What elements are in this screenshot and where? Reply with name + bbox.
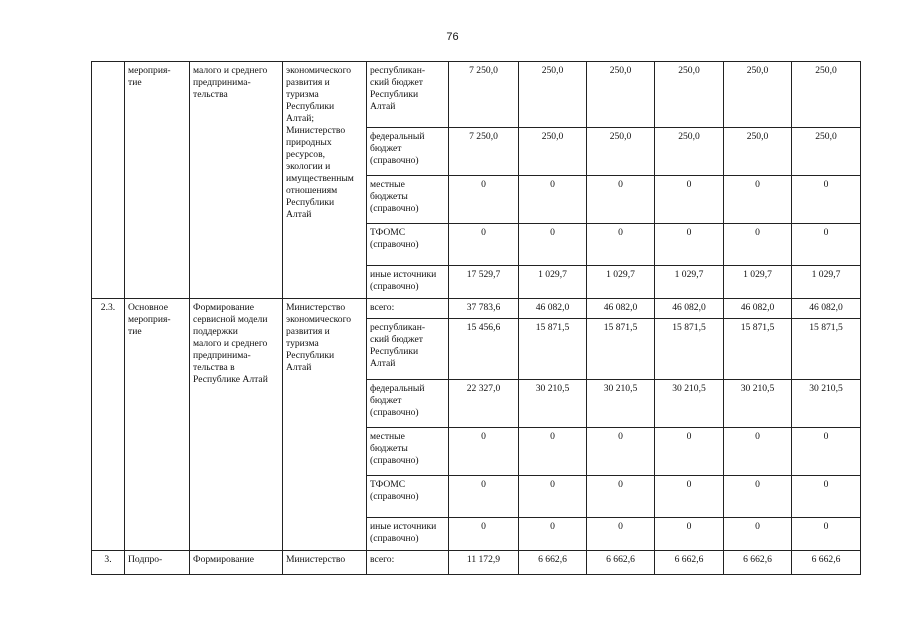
funding-source-label: иные источники (справочно): [367, 266, 449, 299]
amount-cell: 250,0: [587, 62, 655, 128]
amount-cell: 46 082,0: [724, 299, 792, 319]
amount-cell: 1 029,7: [724, 266, 792, 299]
amount-cell: 15 871,5: [792, 319, 861, 380]
amount-cell: 250,0: [655, 128, 724, 176]
amount-cell: 0: [449, 224, 519, 266]
executor-cell: Министерство: [283, 551, 367, 575]
amount-cell: 1 029,7: [792, 266, 861, 299]
measure-name: малого и среднего предпринима- тельства: [190, 62, 283, 299]
funding-source-label: федеральный бюджет (справочно): [367, 380, 449, 428]
amount-cell: 0: [449, 176, 519, 224]
amount-cell: 0: [519, 224, 587, 266]
funding-source-label: местные бюджеты (справочно): [367, 176, 449, 224]
page-number: 76: [446, 31, 459, 43]
amount-cell: 15 871,5: [655, 319, 724, 380]
amount-cell: 6 662,6: [519, 551, 587, 575]
amount-cell: 250,0: [519, 128, 587, 176]
amount-cell: 1 029,7: [587, 266, 655, 299]
amount-cell: 46 082,0: [792, 299, 861, 319]
table-row: [92, 299, 861, 319]
amount-cell: 250,0: [792, 128, 861, 176]
amount-cell: 0: [655, 176, 724, 224]
funding-source-label: иные источники (справочно): [367, 518, 449, 551]
amount-cell: 0: [519, 518, 587, 551]
amount-cell: 6 662,6: [792, 551, 861, 575]
amount-cell: 0: [655, 428, 724, 476]
table-row: [92, 551, 861, 575]
amount-cell: 0: [587, 518, 655, 551]
amount-cell: 0: [724, 476, 792, 518]
funding-source-label: федеральный бюджет (справочно): [367, 128, 449, 176]
amount-cell: 1 029,7: [519, 266, 587, 299]
measure-type: мероприя- тие: [125, 62, 190, 299]
amount-cell: 15 871,5: [519, 319, 587, 380]
amount-cell: 250,0: [724, 62, 792, 128]
amount-cell: 0: [724, 518, 792, 551]
table-row: [92, 62, 861, 128]
amount-cell: 0: [587, 428, 655, 476]
amount-cell: 0: [792, 428, 861, 476]
amount-cell: 0: [587, 476, 655, 518]
executor-cell: Министерство экономического развития и туризма Республики Алтай: [283, 299, 367, 551]
amount-cell: 0: [655, 476, 724, 518]
amount-cell: 0: [655, 224, 724, 266]
amount-cell: 0: [792, 476, 861, 518]
amount-cell: 15 456,6: [449, 319, 519, 380]
amount-cell: 0: [655, 518, 724, 551]
amount-cell: 250,0: [655, 62, 724, 128]
amount-cell: 30 210,5: [655, 380, 724, 428]
amount-cell: 250,0: [587, 128, 655, 176]
amount-cell: 1 029,7: [655, 266, 724, 299]
amount-cell: 30 210,5: [792, 380, 861, 428]
executor-cell: экономического развития и туризма Республики Алтай; Министерство природных ресурсов, экологии и имущественным отношениям Республики Алтай: [283, 62, 367, 299]
amount-cell: 0: [449, 518, 519, 551]
amount-cell: 46 082,0: [519, 299, 587, 319]
funding-source-label: ТФОМС (справочно): [367, 224, 449, 266]
amount-cell: 0: [519, 428, 587, 476]
amount-cell: 7 250,0: [449, 128, 519, 176]
amount-cell: 6 662,6: [587, 551, 655, 575]
table-body: [92, 62, 861, 575]
amount-cell: 7 250,0: [449, 62, 519, 128]
amount-cell: 46 082,0: [655, 299, 724, 319]
amount-cell: 0: [519, 476, 587, 518]
amount-cell: 250,0: [519, 62, 587, 128]
amount-cell: 250,0: [724, 128, 792, 176]
row-number: 3.: [92, 551, 125, 575]
amount-cell: 0: [587, 224, 655, 266]
amount-cell: 22 327,0: [449, 380, 519, 428]
amount-cell: 0: [792, 176, 861, 224]
funding-source-label: ТФОМС (справочно): [367, 476, 449, 518]
amount-cell: 15 871,5: [587, 319, 655, 380]
measure-type: Основное мероприя- тие: [125, 299, 190, 551]
measure-type: Подпро-: [125, 551, 190, 575]
amount-cell: 0: [792, 224, 861, 266]
amount-cell: 0: [587, 176, 655, 224]
funding-source-label: всего:: [367, 299, 449, 319]
amount-cell: 17 529,7: [449, 266, 519, 299]
row-number: 2.3.: [92, 299, 125, 551]
measure-name: Формирование сервисной модели поддержки малого и среднего предпринима- тельства в Республике Алтай: [190, 299, 283, 551]
budget-table: [91, 61, 861, 575]
amount-cell: 46 082,0: [587, 299, 655, 319]
funding-source-label: республикан- ский бюджет Республики Алтай: [367, 319, 449, 380]
amount-cell: 6 662,6: [724, 551, 792, 575]
amount-cell: 30 210,5: [724, 380, 792, 428]
funding-source-label: всего:: [367, 551, 449, 575]
amount-cell: 11 172,9: [449, 551, 519, 575]
amount-cell: 37 783,6: [449, 299, 519, 319]
amount-cell: 30 210,5: [519, 380, 587, 428]
amount-cell: 0: [724, 428, 792, 476]
amount-cell: 15 871,5: [724, 319, 792, 380]
row-number: [92, 62, 125, 299]
amount-cell: 0: [792, 518, 861, 551]
amount-cell: 6 662,6: [655, 551, 724, 575]
funding-source-label: республикан- ский бюджет Республики Алтай: [367, 62, 449, 128]
funding-source-label: местные бюджеты (справочно): [367, 428, 449, 476]
amount-cell: 250,0: [792, 62, 861, 128]
amount-cell: 0: [449, 476, 519, 518]
amount-cell: 0: [724, 176, 792, 224]
amount-cell: 0: [449, 428, 519, 476]
measure-name: Формирование: [190, 551, 283, 575]
amount-cell: 30 210,5: [587, 380, 655, 428]
amount-cell: 0: [519, 176, 587, 224]
amount-cell: 0: [724, 224, 792, 266]
